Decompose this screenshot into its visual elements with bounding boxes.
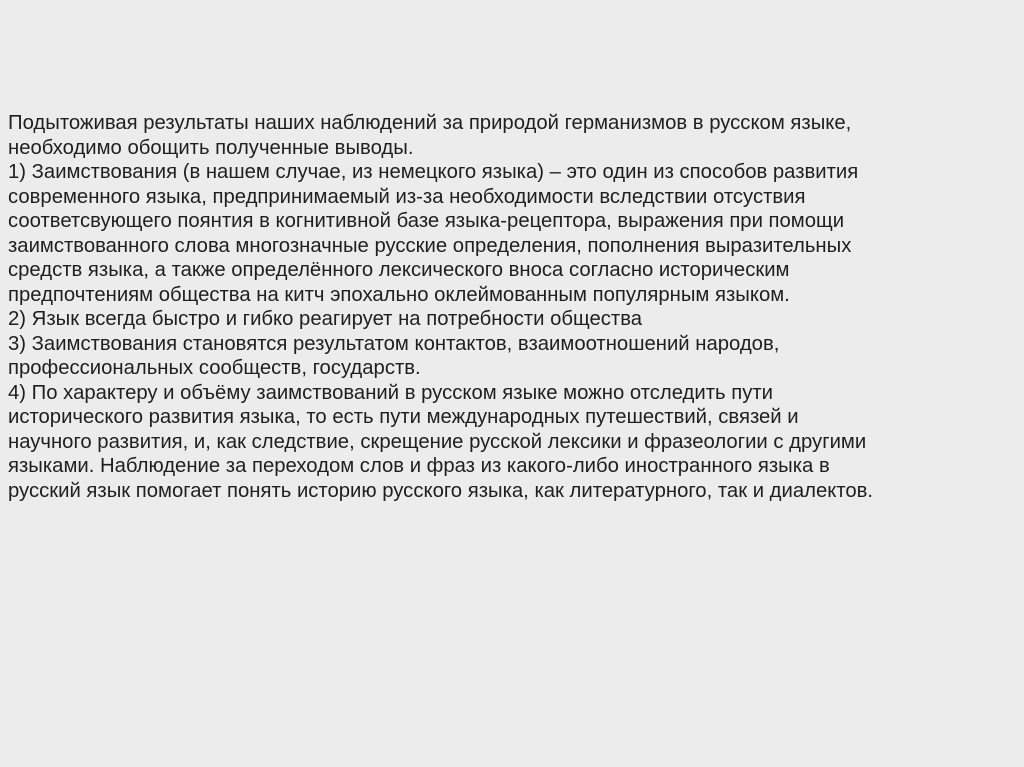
body-text <box>8 111 1016 503</box>
text-line: 2) Язык всегда быстро и гибко реагирует на потребности общества <box>8 308 643 330</box>
text-line: предпочтениям общества на китч эпохально оклеймованным популярным языком. <box>8 283 790 306</box>
text-line: русский язык помогает понять историю русского языка, как литературного, так и диалектов. <box>8 479 874 502</box>
text-line: современного языка, предпринимаемый из-за необходимости вследствии отсуствия <box>8 185 806 208</box>
text-line: исторического развития языка, то есть пути международных путешествий, связей и <box>8 406 799 428</box>
text-line: 3) Заимствования становятся результатом контактов, взаимоотношений народов, <box>8 332 780 355</box>
text-line: 1) Заимствования (в нашем случае, из немецкого языка) – это один из способов развития <box>8 161 859 183</box>
text-line: профессиональных сообществ, государств. <box>8 357 421 379</box>
text-line: средств языка, а также определённого лексического вноса согласно историческим <box>8 259 790 281</box>
text-line: заимствованного слова многозначные русские определения, пополнения выразительных <box>8 234 852 257</box>
text-line: языками. Наблюдение за переходом слов и фраз из какого-либо иностранного языка в <box>8 455 830 477</box>
text-line: 4) По характеру и объёму заимствований в русском языке можно отследить пути <box>8 381 773 404</box>
text-line: соответсвующего поянтия в когнитивной базе языка-рецептора, выражения при помощи <box>8 210 845 232</box>
text-line: необходимо обощить полученные выводы. <box>8 136 414 159</box>
text-line: Подытоживая результаты наших наблюдений за природой германизмов в русском языке, <box>8 112 852 134</box>
text-line: научного развития, и, как следствие, скрещение русской лексики и фразеологии с другими <box>8 430 867 453</box>
